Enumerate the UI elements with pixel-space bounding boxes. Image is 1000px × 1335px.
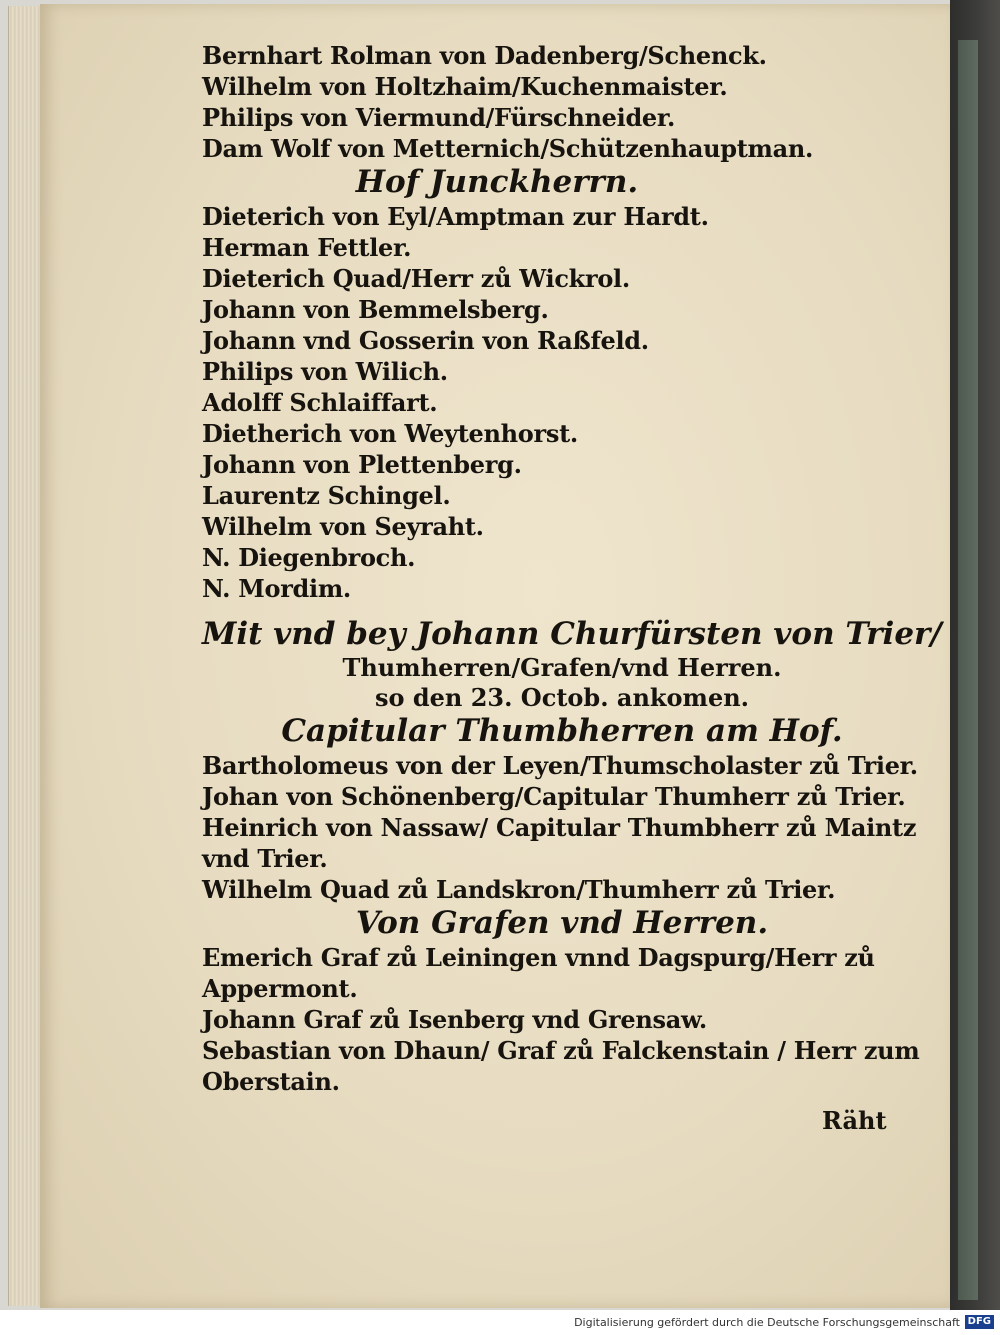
text-line: Dietherich von Weytenhorst.: [202, 419, 578, 448]
text-line: Dieterich Quad/Herr zů Wickrol.: [202, 264, 630, 293]
text-line: Wilhelm von Holtzhaim/Kuchenmaister.: [202, 72, 728, 101]
footer-credit: Digitalisierung gefördert durch die Deutsche Forschungsgemeinschaft: [574, 1316, 960, 1329]
text-line: N. Diegenbroch.: [202, 543, 416, 572]
text-line: Dieterich von Eyl/Amptman zur Hardt.: [202, 202, 709, 231]
text-line: Emerich Graf zů Leiningen vnnd Dagspurg/Herr zů: [202, 943, 875, 972]
text-line: Philips von Wilich.: [202, 357, 448, 386]
text-line: Johann vnd Gosserin von Raßfeld.: [202, 326, 649, 355]
text-line: Appermont.: [202, 974, 358, 1003]
text-line: Bartholomeus von der Leyen/Thumscholaster zů Trier.: [202, 751, 918, 780]
text-line: Sebastian von Dhaun/ Graf zů Falckenstain / Herr zum: [202, 1036, 920, 1065]
section-heading: Hof Junckherrn.: [355, 164, 639, 200]
text-line: Philips von Viermund/Fürschneider.: [202, 103, 676, 132]
page-text: [202, 40, 942, 1097]
text-line: Dam Wolf von Metternich/Schützenhauptman.: [202, 134, 814, 163]
text-line: Bernhart Rolman von Dadenberg/Schenck.: [202, 41, 767, 70]
section-heading: Von Grafen vnd Herren.: [355, 905, 769, 941]
text-line: Johann von Bemmelsberg.: [202, 295, 549, 324]
dfg-logo: DFG: [965, 1315, 994, 1329]
text-line: Wilhelm Quad zů Landskron/Thumherr zů Trier.: [202, 875, 836, 904]
section-heading: Mit vnd bey Johann Churfürsten von Trier/: [202, 616, 942, 652]
text-line: Heinrich von Nassaw/ Capitular Thumbherr zů Maintz: [202, 813, 917, 842]
text-line: Johan von Schönenberg/Capitular Thumherr zů Trier.: [202, 782, 906, 811]
section-heading: Capitular Thumbherren am Hof.: [281, 713, 843, 749]
text-line: Wilhelm von Seyraht.: [202, 512, 484, 541]
section-subheading: Thumherren/Grafen/vnd Herren.: [342, 653, 782, 682]
catchword: Räht: [822, 1106, 887, 1135]
text-line: Oberstain.: [202, 1067, 340, 1096]
text-line: Johann von Plettenberg.: [202, 450, 522, 479]
text-line: Herman Fettler.: [202, 233, 412, 262]
color-strip: [958, 40, 978, 1300]
text-line: Johann Graf zů Isenberg vnd Grensaw.: [202, 1005, 707, 1034]
section-subheading: so den 23. Octob. ankomen.: [374, 683, 750, 712]
text-line: vnd Trier.: [202, 844, 328, 873]
text-line: N. Mordim.: [202, 574, 351, 603]
text-line: Laurentz Schingel.: [202, 481, 451, 510]
text-line: Adolff Schlaiffart.: [202, 388, 438, 417]
